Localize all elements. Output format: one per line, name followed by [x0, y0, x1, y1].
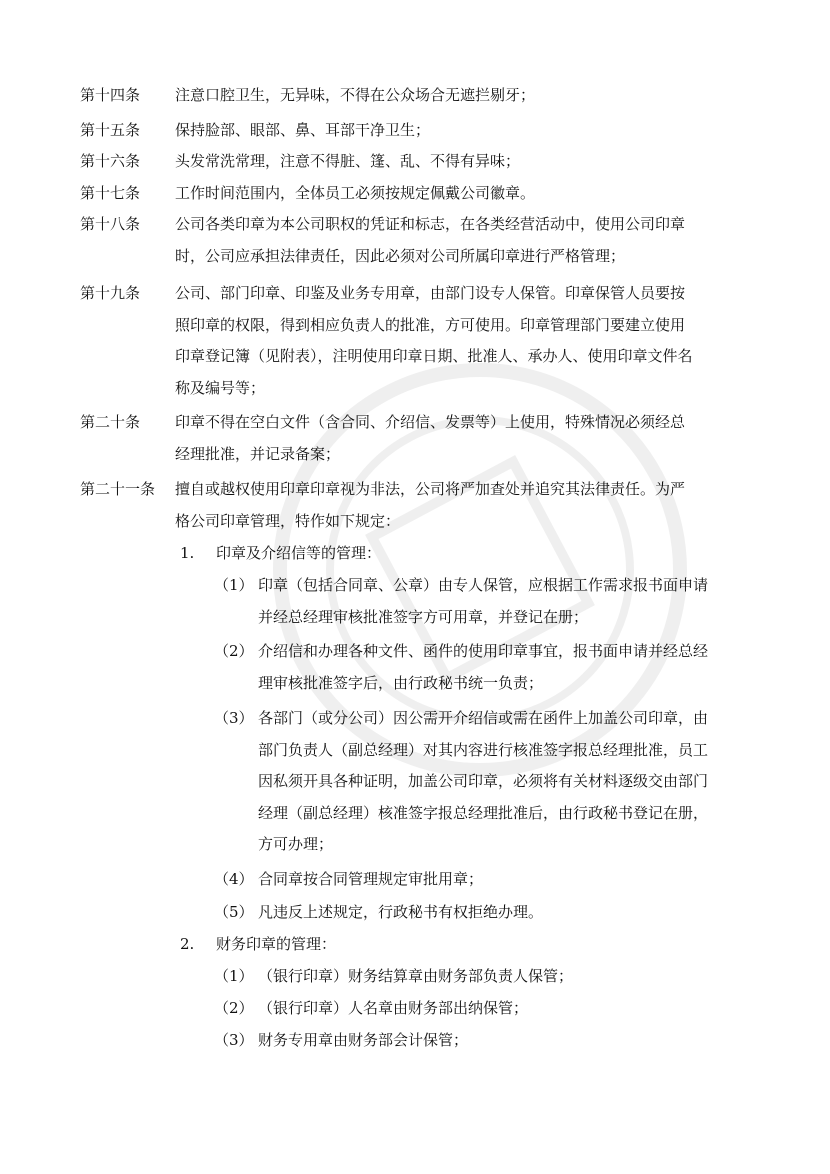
item-line: 各部门（或分公司）因公需开介绍信或需在函件上加盖公司印章，由 — [258, 709, 709, 727]
item-number: （1） — [214, 967, 254, 985]
item-number: （2） — [214, 642, 254, 660]
article-21 — [80, 474, 755, 537]
article-line: 擅自或越权使用印章印章视为非法，公司将严加查处并追究其法律责任。为严 — [175, 480, 686, 498]
item-number: （1） — [214, 576, 254, 594]
item-line: 印章（包括合同章、公章）由专人保管，应根据工作需求报书面申请 — [258, 576, 709, 594]
article-14 — [80, 80, 755, 112]
article-line: 时，公司应承担法律责任，因此必须对公司所属印章进行严格管理； — [175, 246, 626, 265]
article-line: 工作时间范围内，全体员工必须按规定佩戴公司徽章。 — [175, 184, 536, 202]
article-line: 经理批准，并记录备案； — [175, 444, 341, 463]
section-heading — [180, 538, 381, 570]
article-line: 公司、部门印章、印鉴及业务专用章，由部门设专人保管。印章保管人员要按 — [175, 284, 686, 302]
list-item — [214, 864, 759, 896]
list-item — [214, 961, 759, 993]
item-line: 因私须开具各种证明，加盖公司印章，必须将有关材料逐级交由部门 — [258, 772, 709, 790]
item-line: 并经总经理审核批准签字方可用章，并登记在册； — [258, 607, 589, 626]
article-line: 照印章的权限，得到相应负责人的批准，方可使用。印章管理部门要建立使用 — [175, 315, 686, 334]
section-heading — [180, 929, 336, 961]
article-label: 第二十一条 — [80, 480, 156, 498]
article-line: 公司各类印章为本公司职权的凭证和标志，在各类经营活动中，使用公司印章 — [175, 215, 686, 233]
section-number: 1. — [180, 544, 195, 562]
article-line: 保持脸部、眼部、鼻、耳部干净卫生； — [175, 121, 431, 139]
article-label: 第十八条 — [80, 215, 141, 233]
list-item — [214, 703, 759, 861]
item-line: （银行印章）人名章由财务部出纳保管； — [258, 999, 529, 1017]
item-line: 财务专用章由财务部会计保管； — [258, 1031, 469, 1049]
section-title: 财务印章的管理： — [216, 935, 337, 953]
article-label: 第十四条 — [80, 86, 141, 104]
list-item — [214, 636, 759, 699]
item-line: 介绍信和办理各种文件、函件的使用印章事宜，报书面申请并经总经 — [258, 642, 709, 660]
item-line: 方可办理； — [258, 835, 334, 853]
section-number: 2. — [180, 935, 195, 953]
item-number: （3） — [214, 709, 254, 727]
article-15 — [80, 115, 755, 147]
article-line: 称及编号等； — [175, 378, 266, 397]
item-line: 合同章按合同管理规定审批用章； — [258, 870, 484, 888]
item-line: 理审核批准签字后，由行政秘书统一负责； — [258, 673, 544, 692]
article-20 — [80, 407, 755, 470]
item-number: （3） — [214, 1031, 254, 1049]
article-label: 第十六条 — [80, 152, 141, 170]
article-line: 注意口腔卫生，无异味，不得在公众场合无遮拦剔牙； — [175, 86, 536, 104]
article-label: 第二十条 — [80, 413, 141, 431]
article-line: 头发常洗常理，注意不得脏、篷、乱、不得有异味； — [175, 152, 521, 170]
item-number: （4） — [214, 870, 254, 888]
article-19 — [80, 278, 755, 404]
article-18 — [80, 209, 755, 272]
article-label: 第十九条 — [80, 284, 141, 302]
item-number: （5） — [214, 903, 254, 921]
article-label: 第十五条 — [80, 121, 141, 139]
list-item — [214, 993, 759, 1025]
list-item — [214, 897, 759, 929]
item-line: （银行印章）财务结算章由财务部负责人保管； — [258, 967, 574, 985]
item-line: 经理（副总经理）核准签字报总经理批准后，由行政秘书登记在册， — [258, 803, 709, 822]
list-item — [214, 570, 759, 633]
item-line: 凡违反上述规定，行政秘书有权拒绝办理。 — [258, 903, 544, 921]
section-title: 印章及介绍信等的管理： — [216, 544, 382, 562]
item-number: （2） — [214, 999, 254, 1017]
article-label: 第十七条 — [80, 184, 141, 202]
article-line: 印章不得在空白文件（含合同、介绍信、发票等）上使用，特殊情况必须经总 — [175, 413, 686, 431]
article-line: 格公司印章管理，特作如下规定： — [175, 511, 401, 530]
article-16 — [80, 146, 755, 178]
article-17 — [80, 178, 755, 210]
article-line: 印章登记簿（见附表），注明使用印章日期、批准人、承办人、使用印章文件名 — [175, 347, 693, 365]
list-item — [214, 1025, 759, 1057]
item-line: 部门负责人（副总经理）对其内容进行核准签字报总经理批准，员工 — [258, 740, 709, 759]
